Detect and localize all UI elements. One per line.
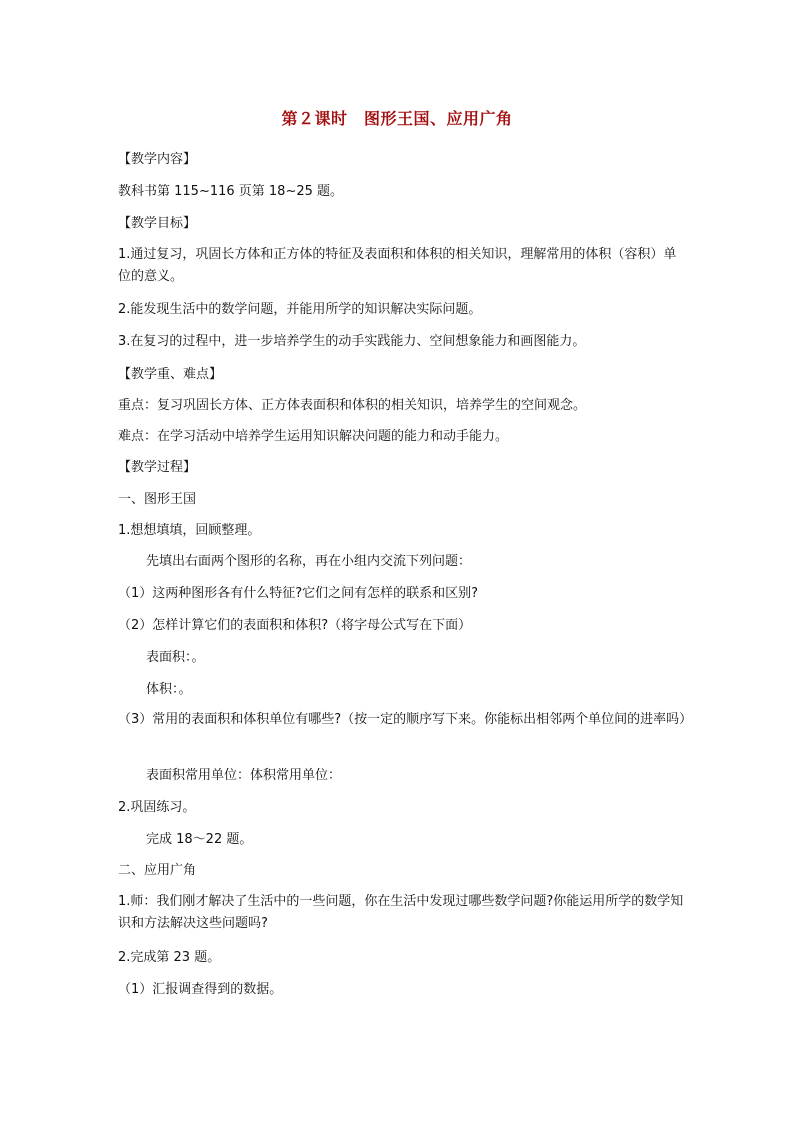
content-text: 教科书第 115~116 页第 18~25 题。: [118, 184, 344, 199]
section-heading-process: 【教学过程】: [118, 460, 197, 475]
part-2-heading: 二、应用广角: [118, 863, 197, 878]
part-1-heading: 一、图形王国: [118, 492, 197, 507]
question-1: （1）这两种图形各有什么特征?它们之间有怎样的联系和区别?: [118, 586, 479, 601]
part-1-item-1-intro: 先填出右面两个图形的名称，再在小组内交流下列问题：: [146, 554, 472, 569]
goal-3: 3.在复习的过程中，进一步培养学生的动手实践能力、空间想象能力和画图能力。: [118, 334, 586, 349]
question-3: （3）常用的表面积和体积单位有哪些?（按一定的顺序写下来。你能标出相邻两个单位间的进率吗）: [118, 712, 693, 727]
part-1-item-1: 1.想想填填，回顾整理。: [118, 523, 261, 538]
part-1-item-2: 2.巩固练习。: [118, 800, 196, 815]
page-title: 第２课时 图形王国、应用广角: [281, 109, 513, 128]
section-heading-content: 【教学内容】: [118, 152, 197, 167]
volume-formula: 体积：。: [146, 682, 192, 697]
surface-area-formula: 表面积：。: [146, 650, 205, 665]
goal-2: 2.能发现生活中的数学问题，并能用所学的知识解决实际问题。: [118, 302, 482, 317]
part-1-item-2-body: 完成 18～22 题。: [146, 832, 253, 847]
key-point: 重点：复习巩固长方体、正方体表面积和体积的相关知识，培养学生的空间观念。: [118, 398, 587, 413]
part-2-item-2: 2.完成第 23 题。: [118, 950, 221, 965]
section-heading-goals: 【教学目标】: [118, 216, 197, 231]
part-2-item-1: 1.师：我们刚才解决了生活中的一些问题，你在生活中发现过哪些数学问题?你能运用所学的数学知识和方法解决这些问题吗?: [118, 894, 684, 931]
part-2-item-2-sub-1: （1）汇报调查得到的数据。: [118, 982, 283, 997]
question-2: （2）怎样计算它们的表面积和体积?（将字母公式写在下面）: [118, 618, 472, 633]
goal-1: 1.通过复习，巩固长方体和正方体的特征及表面积和体积的相关知识，理解常用的体积（容积）单位的意义。: [118, 247, 677, 284]
section-heading-key-points: 【教学重、难点】: [118, 367, 223, 382]
units-line: 表面积常用单位：体积常用单位：: [146, 768, 342, 783]
hard-point: 难点：在学习活动中培养学生运用知识解决问题的能力和动手能力。: [118, 429, 509, 444]
